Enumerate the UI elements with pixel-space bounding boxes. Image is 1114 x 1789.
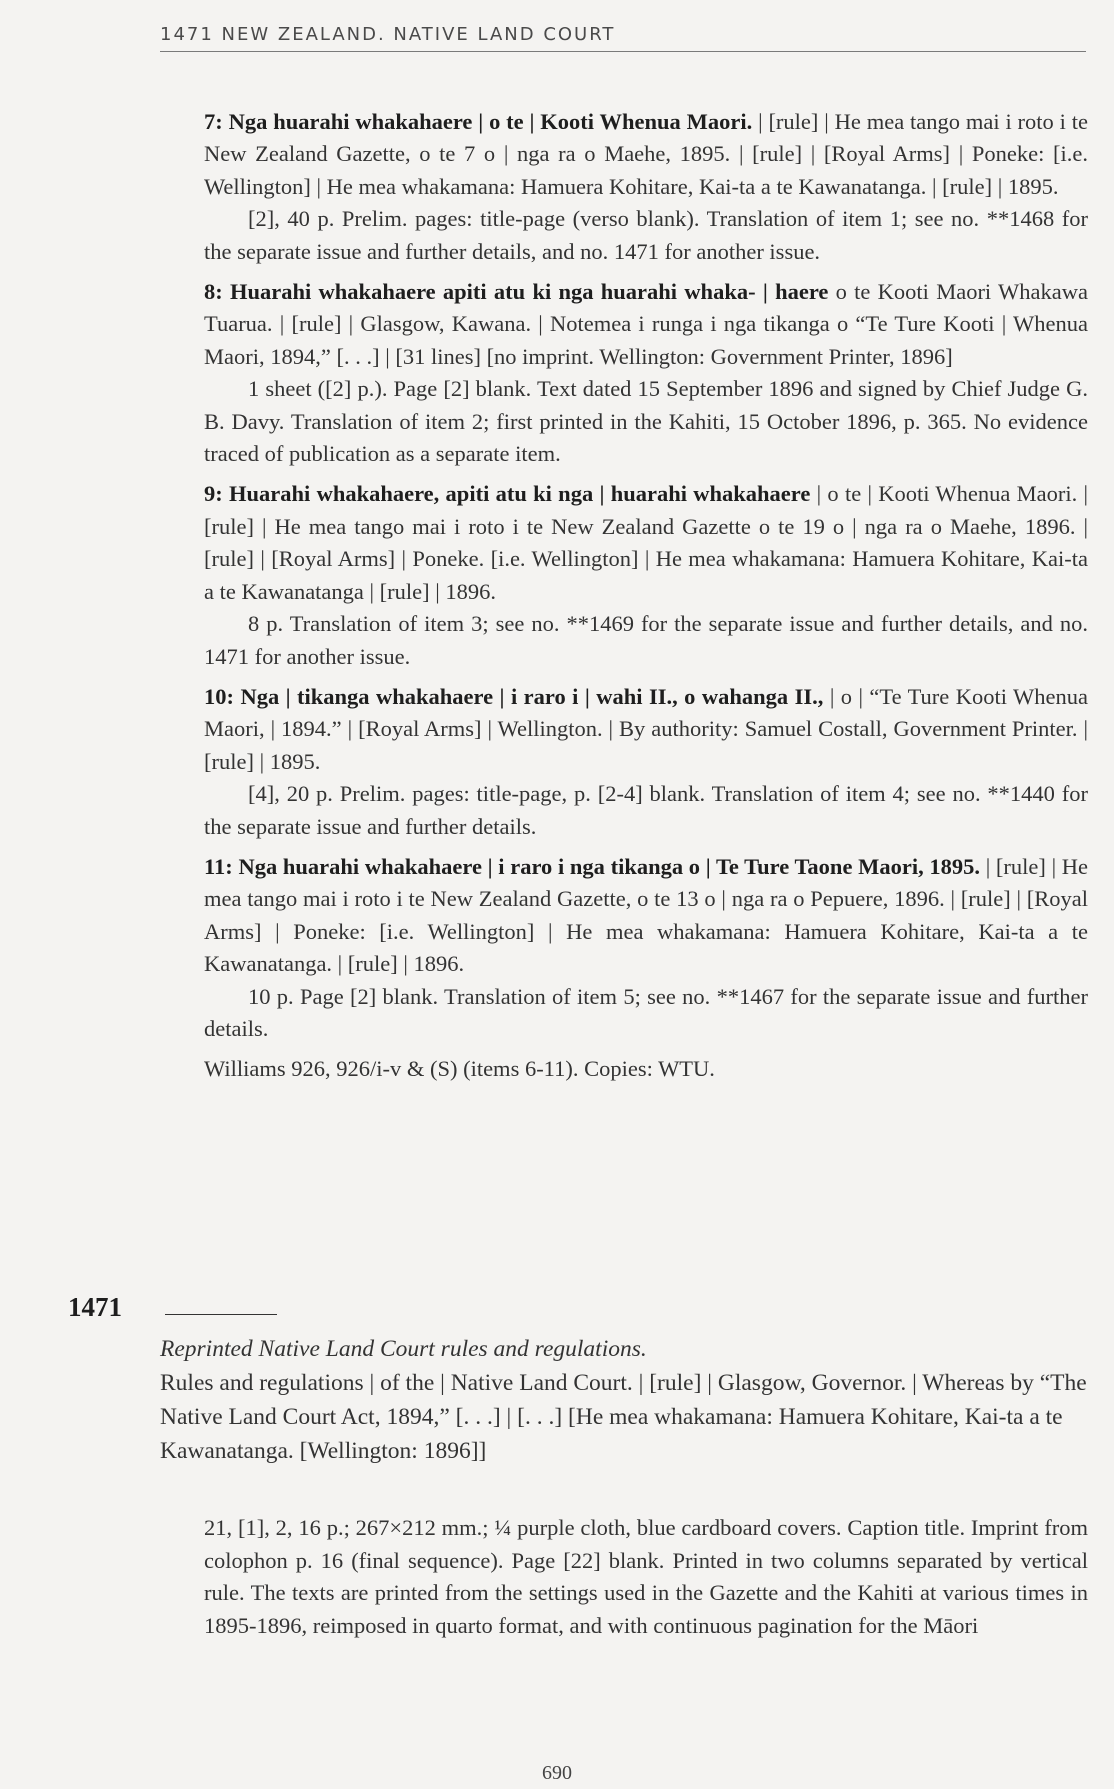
sub-item-title: 7: Nga huarahi whakahaere | o te | Kooti Whenua Maori. — [204, 109, 753, 134]
sub-item-text: | o te | Kooti Whenua Maori. | [rule] | He mea tango mai i roto i te New Zealand Gazette o te 19 o | nga ra o Maehe, 1896. | [rule] | [Royal Arms] | Poneke. [i.e. Wellington] | He mea whakamana: Hamuera Kohitare, Kai-ta a te Kawanatanga | [rule] | 1896. — [204, 481, 1089, 604]
sub-item-note: 8 p. Translation of item 3; see no. **1469 for the separate issue and further details, and no. 1471 for another issue. — [204, 611, 1088, 669]
sub-item-note: [2], 40 p. Prelim. pages: title-page (verso blank). Translation of item 1; see no. **1468 for the separate issue and further details, and no. 1471 for another issue. — [204, 206, 1088, 264]
sub-item-text: | o | “Te Ture Kooti Whenua Maori, | 1894.” | [Royal Arms] | Wellington. | By authority: Samuel Costall, Government Printer. | [rule] | 1895. — [204, 683, 1088, 774]
page-number: 690 — [542, 1762, 572, 1784]
sub-item-11 — [204, 851, 1088, 1045]
sub-item-title: 9: Huarahi whakahaere, apiti atu ki nga | huarahi whakahaere — [204, 481, 811, 507]
sub-item-title: 8: Huarahi whakahaere apiti atu ki nga huarahi whaka- | haere — [204, 279, 829, 305]
sub-item-note: 1 sheet ([2] p.). Page [2] blank. Text dated 15 September 1896 and signed by Chief Judge G. B. Davy. Translation of item 2; first printed in the Kahiti, 15 October 1896, p. 365. No evidence traced of publication as a separate item. — [204, 376, 1088, 467]
references-line: Williams 926, 926/i-v & (S) (items 6-11). Copies: WTU. — [204, 1056, 715, 1082]
entry-description: 21, [1], 2, 16 p.; 267×212 mm.; ¼ purple cloth, blue cardboard covers. Caption title. Imprint from colophon p. 16 (final sequence). Page [22] blank. Printed in two columns separated by vertical rule. The texts are printed from the settings used in the Gazette and the Kahiti at various times in 1895-1896, reimposed in quarto format, and with continuous pagination for the Māori — [204, 1515, 1088, 1638]
sub-item-7 — [204, 106, 1088, 268]
entry-number: 1471 — [68, 1292, 122, 1322]
sub-item-10 — [204, 681, 1088, 843]
sub-items-list — [204, 106, 1088, 1085]
sub-item-title: 10: Nga | tikanga whakahaere | i raro i | wahi II., o wahanga II., — [204, 683, 824, 709]
running-header: 1471 NEW ZEALAND. NATIVE LAND COURT — [160, 24, 1086, 52]
sub-item-9 — [204, 478, 1088, 672]
sub-item-text: o te Kooti Maori Whakawa Tuarua. | [rule] | Glasgow, Kawana. | Notemea i runga i nga tikanga o “Te Ture Kooti | Whenua Maori, 1894,” [. . .] | [31 lines] [no imprint. Wellington: Government Printer, 1896] — [204, 279, 1088, 369]
sub-item-note: [4], 20 p. Prelim. pages: title-page, p. [2-4] blank. Translation of item 4; see no. **1440 for the separate issue and further details. — [204, 781, 1088, 839]
sub-item-8 — [204, 276, 1088, 470]
entry-1471 — [160, 1332, 1088, 1468]
entry-body: Rules and regulations | of the | Native Land Court. | [rule] | Glasgow, Governor. | Whereas by “The Native Land Court Act, 1894,” [. . .] | [. . .] [He mea whakamana: Hamuera Kohitare, Kai-ta a te Kawanatanga. [Wellington: 1896]] — [160, 1370, 1087, 1464]
sub-item-text: | [rule] | He mea tango mai i roto i te New Zealand Gazette, o te 7 o | nga ra o Maehe, 1895. | [rule] | [Royal Arms] | Poneke: [i.e. Wellington] | He mea whakamana: Hamuera Kohitare, Kai-ta a te Kawanatanga. | [rule] | 1895. — [204, 109, 1088, 199]
sub-item-note: 10 p. Page [2] blank. Translation of item 5; see no. **1467 for the separate issue and further details. — [204, 983, 1088, 1041]
sub-item-text: | [rule] | He mea tango mai i roto i te New Zealand Gazette, o te 13 o | nga ra o Pepuere, 1896. | [rule] | [Royal Arms] | Poneke: [i.e. Wellington] | He mea whakamana: Hamuera Kohitare, Kai-ta a te Kawanatanga. | [rule] | 1896. — [204, 853, 1088, 977]
entry-title: Reprinted Native Land Court rules and regulations. — [160, 1336, 647, 1362]
sub-item-title: 11: Nga huarahi whakahaere | i raro i nga tikanga o | Te Ture Taone Maori, 1895. — [204, 853, 981, 879]
entry-dash — [165, 1314, 277, 1315]
